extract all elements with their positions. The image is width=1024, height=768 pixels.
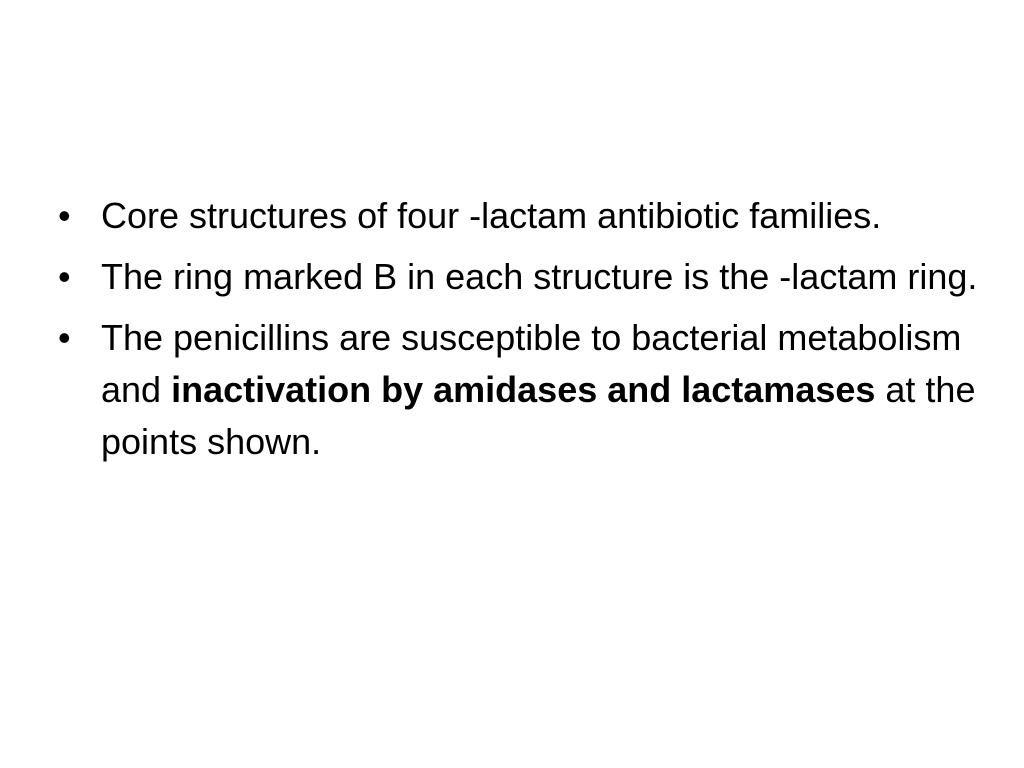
bullet-text: The ring marked B in each structure is the -lactam ring. xyxy=(101,256,978,297)
bullet-icon: • xyxy=(58,317,71,358)
bullet-icon: • xyxy=(58,256,71,297)
bullet-item-core-structures xyxy=(58,190,978,242)
bullet-list xyxy=(58,190,978,477)
bullet-item-penicillins xyxy=(58,312,978,468)
bullet-text-bold: inactivation by amidases and lactamases xyxy=(171,369,876,410)
bullet-item-ring-marked-b xyxy=(58,251,978,303)
bullet-text-before: The penicillins are susceptible to bacterial metabolism and xyxy=(101,317,962,410)
bullet-text: Core structures of four -lactam antibiotic families. xyxy=(101,195,882,236)
bullet-icon: • xyxy=(58,195,71,236)
bullet-text-after: at the points shown. xyxy=(101,369,976,462)
